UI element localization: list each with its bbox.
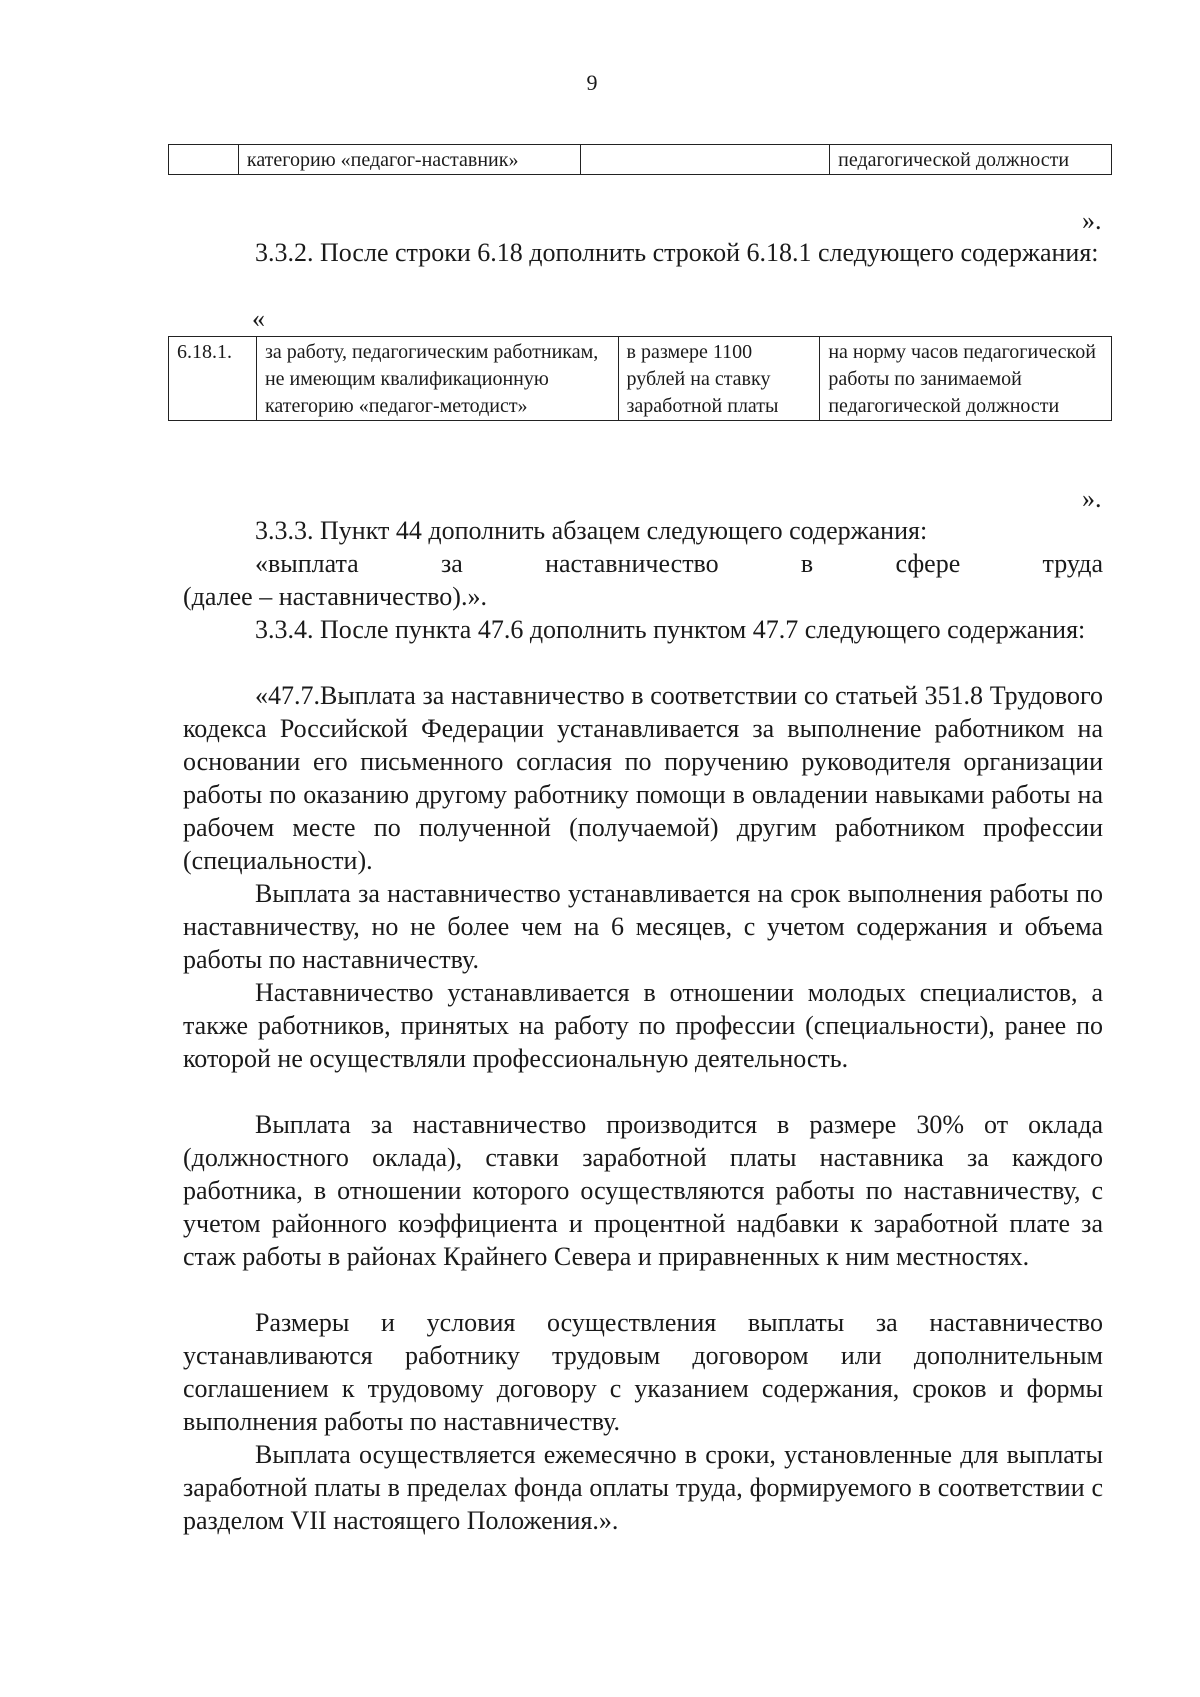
closing-quote: ». — [1082, 206, 1102, 235]
page-number: 9 — [586, 70, 598, 95]
table-cell-amount: в размере 1100 рублей на ставку заработной платы — [618, 337, 820, 421]
table-row — [169, 145, 1112, 175]
paragraph-amount: Выплата за наставничество производится в размере 30% от оклада (должностного оклада), ставки заработной платы наставника за каждого работника, в отношении которого осуществляются работы по наставничеству, с учетом районного коэффициента и процентной надбавки к заработной плате за стаж работы в районах Крайнего Севера и приравненных к ним местностях. — [183, 1110, 1103, 1271]
table-cell-condition: на норму часов педагогической работы по занимаемой педагогической должности — [820, 337, 1112, 421]
paragraph-3-3-2: 3.3.2. После строки 6.18 дополнить строкой 6.18.1 следующего содержания: — [255, 238, 1099, 267]
paragraph-3-3-3: 3.3.3. Пункт 44 дополнить абзацем следующего содержания: — [255, 516, 928, 545]
table-addition — [168, 336, 1112, 421]
opening-quote: « — [252, 304, 265, 333]
paragraph-monthly: Выплата осуществляется ежемесячно в сроки, установленные для выплаты заработной платы в пределах фонда оплаты труда, формируемого в соответствии с разделом VII настоящего Положения.». — [183, 1440, 1103, 1535]
paragraph-47-7: «47.7.Выплата за наставничество в соответствии со статьей 351.8 Трудового кодекса Российской Федерации устанавливается за выполнение работником на основании его письменного согласия по поручению руководителя организации работы по оказанию другому работнику помощи в овладении навыками работы на рабочем месте по полученной (получаемой) другим работником профессии (специальности). — [183, 681, 1103, 875]
closing-quote: ». — [1082, 484, 1102, 513]
table-cell-number: 6.18.1. — [169, 337, 257, 421]
table-cell-number — [169, 145, 239, 175]
table-cell-condition: педагогической должности — [830, 145, 1112, 175]
paragraph-who: Наставничество устанавливается в отношении молодых специалистов, а также работников, принятых на работу по профессии (специальности), ранее по которой не осуществляли профессиональную деятельность. — [183, 978, 1103, 1073]
paragraph-quote-line-1: «выплата за наставничество в сфере труда — [255, 549, 1103, 578]
table-row — [169, 337, 1112, 421]
table-cell-amount — [580, 145, 830, 175]
paragraph-3-3-4: 3.3.4. После пункта 47.6 дополнить пунктом 47.7 следующего содержания: — [255, 615, 1086, 644]
table-cell-description: категорию «педагог-наставник» — [238, 145, 580, 175]
table-continuation — [168, 144, 1112, 175]
paragraph-conditions: Размеры и условия осуществления выплаты за наставничество устанавливаются работнику трудовым договором или дополнительным соглашением к трудовому договору с указанием содержания, сроков и формы выполнения работы по наставничеству. — [183, 1308, 1103, 1436]
table-cell-description: за работу, педагогическим работникам, не имеющим квалификационную категорию «педагог-методист» — [256, 337, 618, 421]
paragraph-quote-line-2: (далее – наставничество).». — [183, 582, 487, 611]
paragraph-term: Выплата за наставничество устанавливается на срок выполнения работы по наставничеству, но не более чем на 6 месяцев, с учетом содержания и объема работы по наставничеству. — [183, 879, 1103, 974]
